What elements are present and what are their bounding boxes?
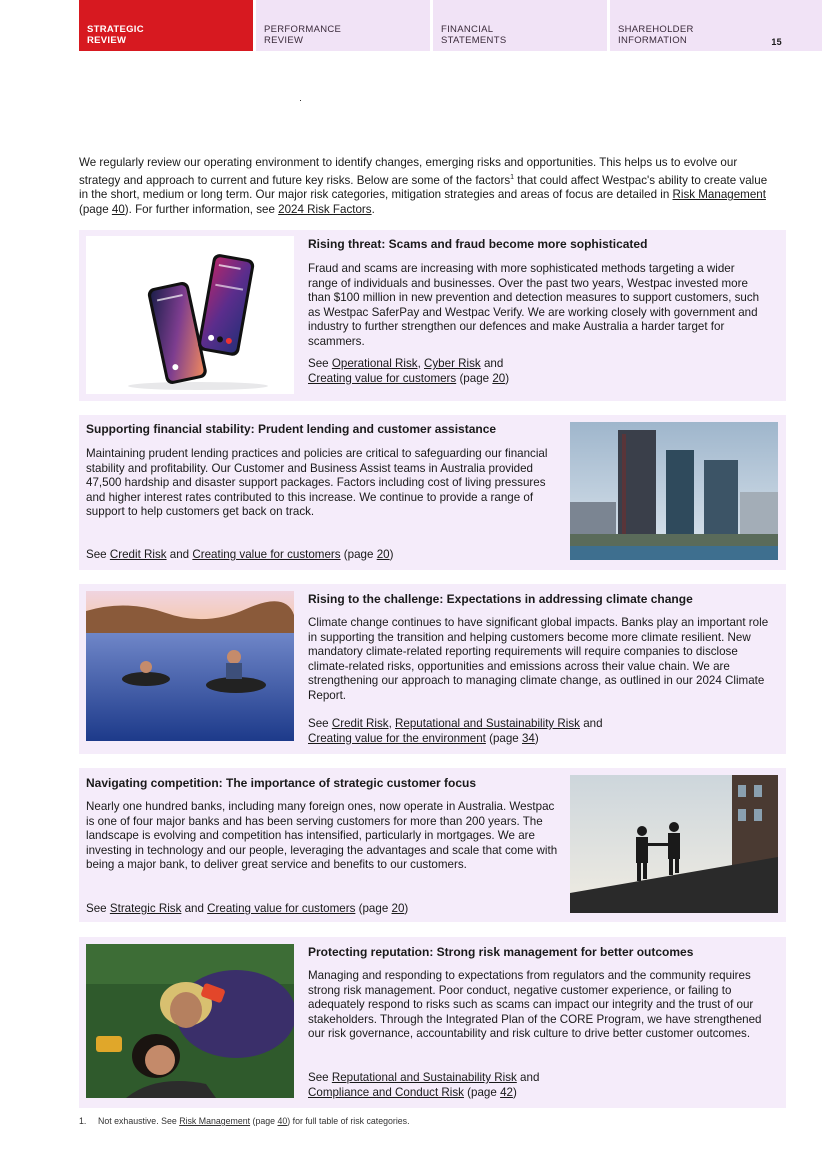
creating-value-customers-link[interactable]: Creating value for customers xyxy=(308,371,457,385)
card-body: Maintaining prudent lending practices and policies are critical to safeguarding our financial stability and profitability. Our Customer and Business Assist teams in Australia provided 47,500 hardship and disaster support packages. Factors including cost of living pressures and higher interest rates contributed to this increase. We continue to provide a range of support to help customers get back on track. xyxy=(86,447,548,519)
see-text: See xyxy=(86,548,110,561)
tab-label: INFORMATION xyxy=(618,35,688,46)
tab-label: REVIEW xyxy=(264,35,304,46)
tab-label: SHAREHOLDER xyxy=(618,24,694,35)
card-title: Rising threat: Scams and fraud become more sophisticated xyxy=(308,237,648,251)
see-text: (page xyxy=(463,1085,501,1099)
creating-value-environment-link[interactable]: Creating value for the environment xyxy=(308,731,486,745)
credit-risk-link[interactable]: Credit Risk xyxy=(109,548,167,561)
see-text: ) xyxy=(512,1085,517,1099)
card-reputation xyxy=(79,937,786,1108)
see-text: See xyxy=(86,902,110,915)
tab-financial-statements[interactable] xyxy=(433,0,607,51)
see-text: , xyxy=(417,357,425,370)
see-text: See xyxy=(308,717,332,730)
card-climate-change xyxy=(79,584,786,754)
see-text: ) xyxy=(505,371,510,385)
card-title: Navigating competition: The importance of strategic customer focus xyxy=(86,776,477,790)
card-body: Managing and responding to expectations from regulators and the community requires strong risk management. Poor conduct, negative customer experience, or failing to adequately respond to risks such as scams can impact our integrity and the trust of our stakeholders. Through the Integrated Plan of the CORE Program, we have strengthened our risk governance, accountability and risk culture to drive better customer outcomes. xyxy=(308,969,762,1041)
handshake-silhouette-image xyxy=(570,775,778,913)
footnote-number: 1. xyxy=(79,1116,87,1126)
risk-factors-link[interactable]: 2024 Risk Factors xyxy=(278,202,372,216)
page-link[interactable]: 42 xyxy=(500,1085,513,1099)
operational-risk-link[interactable]: Operational Risk xyxy=(331,357,418,370)
tab-label: FINANCIAL xyxy=(441,24,494,35)
see-text: and xyxy=(579,717,603,730)
see-text: ) xyxy=(389,548,394,561)
cyber-risk-link[interactable]: Cyber Risk xyxy=(424,357,481,370)
compliance-conduct-risk-link[interactable]: Compliance and Conduct Risk xyxy=(308,1085,464,1099)
footnote-text: (page xyxy=(250,1116,278,1126)
page-link[interactable]: 34 xyxy=(521,731,535,745)
tab-label: STRATEGIC xyxy=(87,24,144,35)
page-link[interactable]: 40 xyxy=(111,202,125,216)
see-text: , xyxy=(388,717,396,730)
reputational-risk-link[interactable]: Reputational and Sustainability Risk xyxy=(395,717,580,730)
see-text: (page xyxy=(340,548,377,561)
intro-text: We regularly review our operating environment to identify changes, emerging risks and opportunities. This helps us to evolve our strategy and approach to current and future key risks. Below are some of the factors xyxy=(79,156,738,187)
see-text: and xyxy=(166,548,193,561)
credit-risk-link[interactable]: Credit Risk xyxy=(331,717,389,730)
tab-shareholder-information[interactable] xyxy=(610,0,822,51)
see-text: and xyxy=(181,902,208,915)
card-title: Supporting financial stability: Prudent lending and customer assistance xyxy=(86,422,497,436)
footnote-text: Not exhaustive. See xyxy=(98,1116,180,1126)
see-text: ) xyxy=(534,731,539,745)
strategic-risk-link[interactable]: Strategic Risk xyxy=(109,902,182,915)
card-competition xyxy=(79,768,786,922)
city-towers-image xyxy=(570,422,778,560)
tab-performance-review[interactable] xyxy=(256,0,430,51)
footnote-ref: 1 xyxy=(510,173,515,181)
see-also xyxy=(86,902,561,917)
risk-management-link[interactable]: Risk Management xyxy=(672,188,766,202)
page-link[interactable]: 20 xyxy=(391,902,405,915)
tab-label: REVIEW xyxy=(87,35,127,46)
stray-dot xyxy=(300,100,301,101)
intro-text: (page xyxy=(79,202,112,216)
card-scams xyxy=(79,230,786,401)
see-text: See xyxy=(308,357,332,370)
footnote xyxy=(79,1116,410,1126)
card-body: Fraud and scams are increasing with more sophisticated methods targeting a wider range of individuals and businesses. Over the past two years, Westpac invested more than $100 million in new prevention and detection measures to support customers, such as Westpac SaferPay and Westpac Verify. We are working closely with government and industry to further strengthen our defences and make Australia a harder target for scammers. xyxy=(308,262,760,348)
page-link[interactable]: 20 xyxy=(376,548,390,561)
see-text: See xyxy=(308,1071,332,1084)
page-link[interactable]: 20 xyxy=(492,371,506,385)
see-also xyxy=(308,717,768,746)
risk-management-link[interactable]: Risk Management xyxy=(179,1116,251,1126)
intro-paragraph xyxy=(79,156,779,217)
intro-text: that could affect Westpac's ability to create value in the short, medium or long term. Our major risk categories, mitigation strategies and areas of focus are detailed in xyxy=(79,173,768,202)
intro-text: . xyxy=(371,202,375,216)
see-text: and xyxy=(480,357,504,370)
reputational-risk-link[interactable]: Reputational and Sustainability Risk xyxy=(331,1071,517,1084)
page-link[interactable]: 40 xyxy=(277,1116,288,1126)
see-text: ) xyxy=(404,902,409,915)
see-text: (page xyxy=(355,902,392,915)
friends-selfie-image xyxy=(86,944,294,1098)
page-number: 15 xyxy=(771,37,782,47)
footnote-text: ) for full table of risk categories. xyxy=(287,1116,410,1126)
tab-label: STATEMENTS xyxy=(441,35,507,46)
see-also xyxy=(308,1071,768,1100)
river-tubing-image xyxy=(86,591,294,741)
see-text: (page xyxy=(485,731,522,745)
section-nav xyxy=(79,0,825,51)
see-text: (page xyxy=(456,371,493,385)
card-title: Rising to the challenge: Expectations in addressing climate change xyxy=(308,592,693,606)
phones-image xyxy=(86,236,294,394)
intro-text: ). For further information, see xyxy=(124,202,279,216)
tab-strategic-review[interactable] xyxy=(79,0,253,51)
see-text: and xyxy=(516,1071,540,1084)
see-also xyxy=(308,357,768,386)
card-body: Climate change continues to have significant global impacts. Banks play an important role in supporting the transition and helping customers become more climate resilient. New mandatory climate-related reporting requirements will require companies to disclose climate-related risks, opportunities and emissions across their value chain. We are strengthening our approach to managing climate change, as outlined in our 2024 Climate Report. xyxy=(308,616,769,702)
creating-value-customers-link[interactable]: Creating value for customers xyxy=(207,902,356,915)
card-financial-stability xyxy=(79,415,786,570)
card-body: Nearly one hundred banks, including many foreign ones, now operate in Australia. Westpac is one of four major banks and has been serving customers for more than 200 years. The landscape is evolving and competition has intensified, particularly in mortgages. We are investing in technology and our people, leveraging the advantages and scale that come with being a major bank, to deliver great service and benefits to our customers. xyxy=(86,800,558,872)
card-title: Protecting reputation: Strong risk management for better outcomes xyxy=(308,945,694,959)
creating-value-customers-link[interactable]: Creating value for customers xyxy=(192,548,341,561)
see-also xyxy=(86,548,561,563)
tab-label: PERFORMANCE xyxy=(264,24,342,35)
